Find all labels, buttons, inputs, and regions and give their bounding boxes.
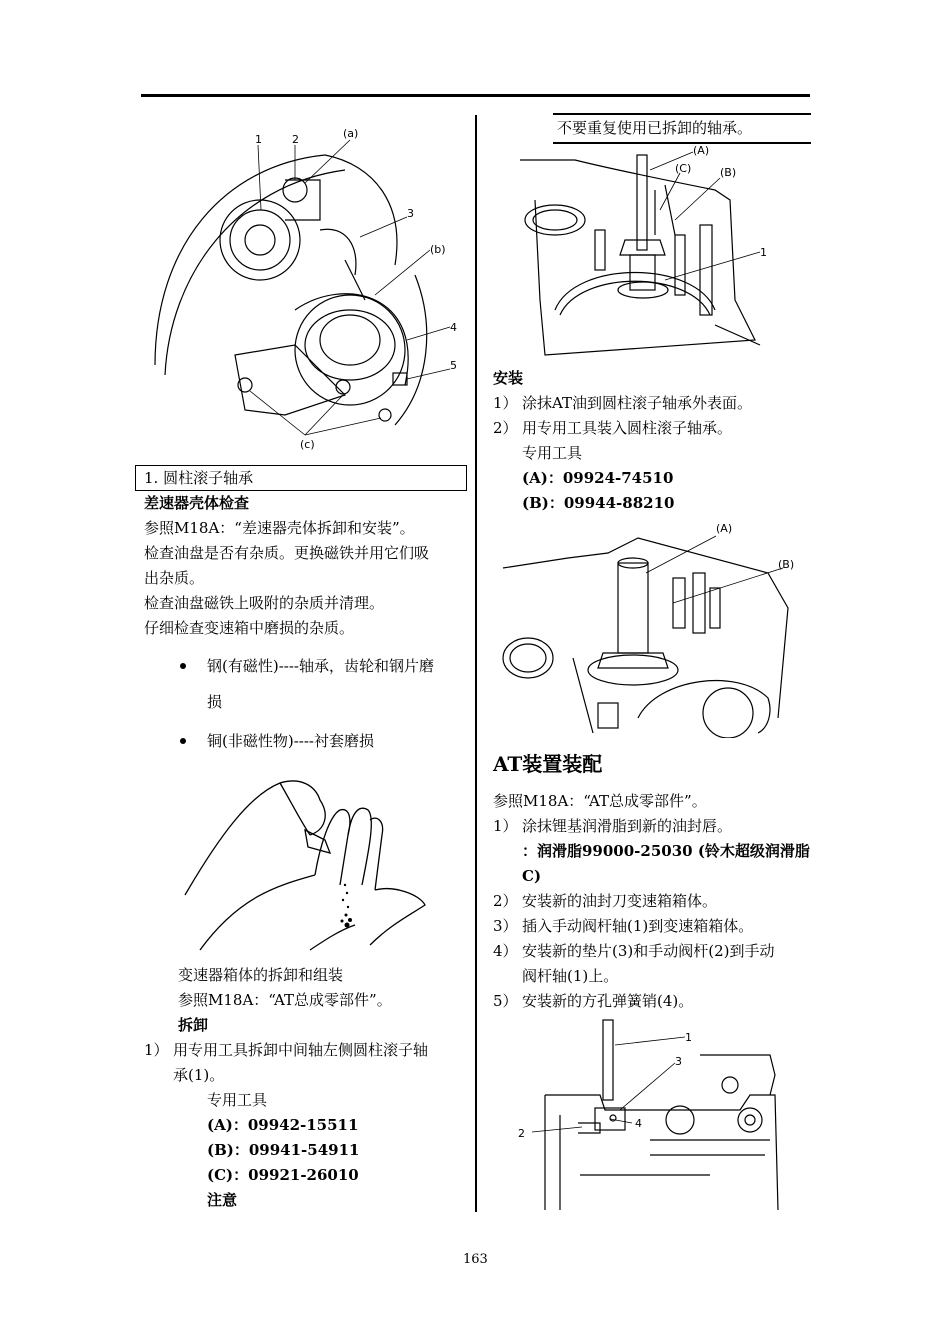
- fig1-label: 3: [407, 207, 414, 220]
- fig3-label: (B): [720, 166, 737, 179]
- page-number: 163: [463, 1252, 488, 1267]
- bullet-text: 钢(有磁性)----轴承，齿轮和钢片磨: [207, 657, 434, 675]
- step-text: 安装新的垫片(3)和手动阀杆(2)到手动: [522, 942, 775, 960]
- tool-item: (C)：09921-26010: [207, 1166, 359, 1184]
- removal-heading: 拆卸: [178, 1016, 209, 1034]
- step-number: 1）: [493, 394, 518, 412]
- step-number: 5）: [493, 992, 518, 1010]
- fig1-label: 1: [255, 133, 262, 146]
- sub-title: 变速器箱体的拆卸和组装: [178, 966, 344, 984]
- grease-spec: C): [522, 867, 542, 885]
- fig4-label: (A): [716, 522, 733, 535]
- fig5-label: 2: [518, 1127, 525, 1140]
- bullet-text: 铜(非磁性物)----衬套磨损: [207, 732, 374, 750]
- note-text: 不要重复使用已拆卸的轴承。: [557, 119, 753, 137]
- section-title: 差速器壳体检查: [144, 494, 250, 512]
- step-text: 用专用工具装入圆柱滚子轴承。: [522, 419, 733, 437]
- tool-item: (B)：09941-54911: [207, 1141, 360, 1159]
- paragraph-line: 检查油盘是否有杂质。更换磁铁并用它们吸: [144, 544, 430, 562]
- fig5-label: 4: [635, 1117, 642, 1130]
- step-text: 用专用工具拆卸中间轴左侧圆柱滚子轴: [173, 1041, 429, 1059]
- step-number: 3）: [493, 917, 518, 935]
- tools-title: 专用工具: [522, 444, 583, 462]
- fig5-label: 3: [675, 1055, 682, 1068]
- tool-item: (A)：09942-15511: [207, 1116, 359, 1134]
- bullet-text: 损: [207, 693, 223, 711]
- fig5-label: 1: [685, 1031, 692, 1044]
- hand-figure: [180, 775, 430, 955]
- paragraph-line: 参照M18A：“差速器壳体拆卸和安装”。: [144, 519, 415, 537]
- paragraph-line: 参照M18A：“AT总成零部件”。: [493, 792, 707, 810]
- bullet-dot: [180, 738, 186, 744]
- step-number: 2）: [493, 892, 518, 910]
- fig1-label: (b): [430, 243, 446, 256]
- tool-item: (B)：09944-88210: [522, 494, 675, 512]
- fig3-label: (A): [693, 144, 710, 157]
- step-number: 1）: [144, 1041, 169, 1059]
- step-number: 4）: [493, 942, 518, 960]
- section-heading: AT装置装配: [493, 752, 603, 776]
- sub-ref: 参照M18A：“AT总成零部件”。: [178, 991, 392, 1009]
- fig1-label: (c): [300, 438, 315, 451]
- step-text: 安装新的油封刀变速箱箱体。: [522, 892, 718, 910]
- step-text: 插入手动阀杆轴(1)到变速箱箱体。: [522, 917, 754, 935]
- bullet-dot: [180, 663, 186, 669]
- step-text: 承(1)。: [173, 1066, 225, 1084]
- bearing-figure: [145, 125, 465, 455]
- tool-item: (A)：09924-74510: [522, 469, 674, 487]
- step-text: 涂抹AT油到圆柱滚子轴承外表面。: [522, 394, 753, 412]
- fig1-label: (a): [343, 127, 359, 140]
- fig1-label: 5: [450, 359, 457, 372]
- bearing-installer-figure: [498, 518, 798, 738]
- fig3-label: 1: [760, 246, 767, 259]
- step-number: 2）: [493, 419, 518, 437]
- fig1-label: 2: [292, 133, 299, 146]
- figure-caption: 1. 圆柱滚子轴承: [144, 469, 254, 487]
- paragraph-line: 检查油盘磁铁上吸附的杂质并清理。: [144, 594, 385, 612]
- paragraph-line: 出杂质。: [144, 569, 205, 587]
- bearing-removal-figure: [515, 140, 775, 360]
- caution-label: 注意: [207, 1191, 238, 1209]
- column-divider: [475, 115, 477, 1212]
- valve-shaft-figure: [510, 1015, 790, 1210]
- step-text: 安装新的方孔弹簧销(4)。: [522, 992, 694, 1010]
- fig3-label: (C): [675, 162, 692, 175]
- step-text: 阀杆轴(1)上。: [522, 967, 619, 985]
- install-heading: 安装: [493, 369, 524, 387]
- grease-spec: ：润滑脂99000-25030 (铃木超级润滑脂: [522, 842, 810, 860]
- header-rule: [141, 94, 810, 97]
- fig1-label: 4: [450, 321, 457, 334]
- fig4-label: (B): [778, 558, 795, 571]
- step-text: 涂抹锂基润滑脂到新的油封唇。: [522, 817, 733, 835]
- step-number: 1）: [493, 817, 518, 835]
- paragraph-line: 仔细检查变速箱中磨损的杂质。: [144, 619, 355, 637]
- tools-title: 专用工具: [207, 1091, 268, 1109]
